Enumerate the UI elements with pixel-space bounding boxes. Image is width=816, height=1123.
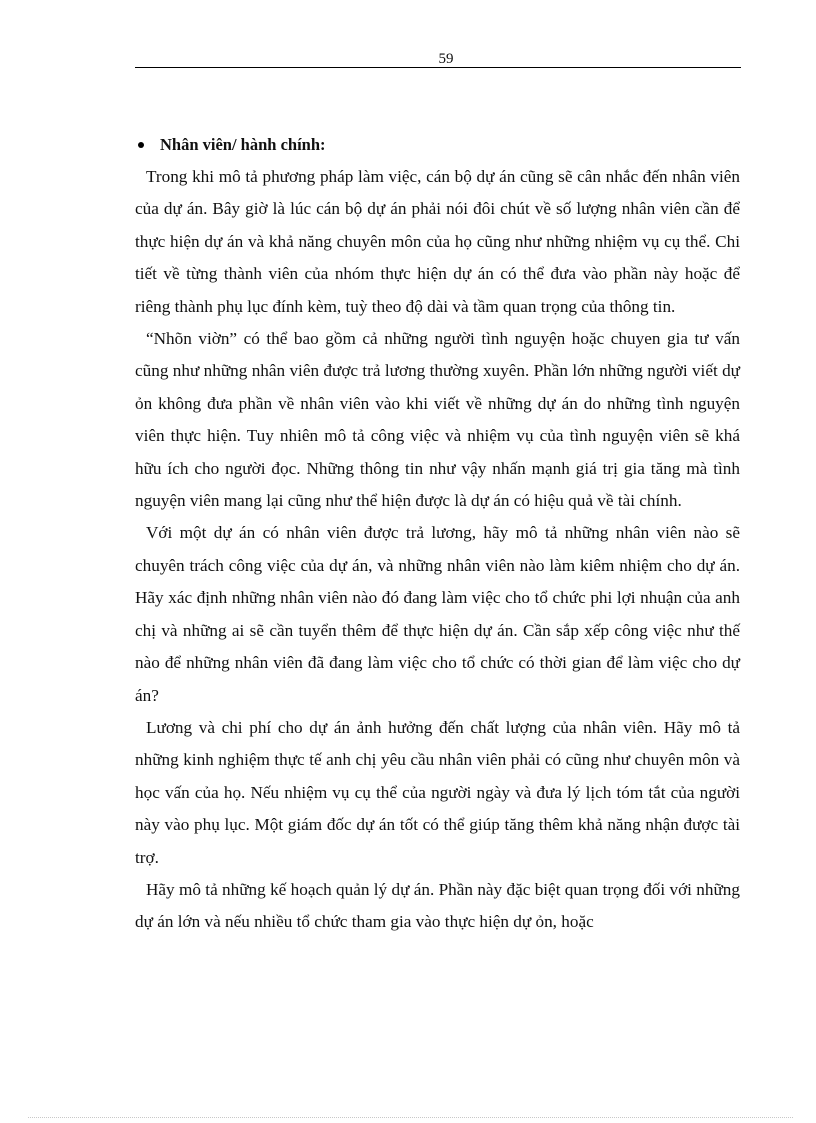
document-body bbox=[135, 131, 740, 939]
section-paragraphs bbox=[135, 161, 740, 939]
page-number: 59 bbox=[438, 51, 454, 67]
header-divider bbox=[135, 67, 741, 68]
page-bottom-border bbox=[28, 1117, 793, 1118]
paragraph: Trong khi mô tả phương pháp làm việc, cán bộ dự án cũng sẽ cân nhắc đến nhân viên của dự án. Bây giờ là lúc cán bộ dự án phải nói đôi chút về số lượng nhân viên cần để thực hiện dự án và khả năng chuyên môn của họ cũng như những nhiệm vụ cụ thể. Chi tiết về từng thành viên của nhóm thực hiện dự án có thể đưa vào phần này hoặc để riêng thành phụ lục đính kèm, tuỳ theo độ dài và tầm quan trọng của thông tin. bbox=[135, 167, 740, 316]
section-heading bbox=[135, 131, 740, 159]
paragraph: Lương và chi phí cho dự án ảnh hưởng đến chất lượng của nhân viên. Hãy mô tả những kinh nghiệm thực tế anh chị yêu cầu nhân viên phải có cũng như chuyên môn và học vấn của họ. Nếu nhiệm vụ cụ thể của người ngày và đưa lý lịch tóm tắt của người này vào phụ lục. Một giám đốc dự án tốt có thể giúp tăng thêm khả năng nhận được tài trợ. bbox=[135, 717, 740, 867]
paragraph: Hãy mô tả những kế hoạch quản lý dự án. Phần này đặc biệt quan trọng đối với những dự án lớn và nếu nhiều tổ chức tham gia vào thực hiện dự ỏn, hoặc bbox=[135, 879, 740, 932]
paragraph: Với một dự án có nhân viên được trả lương, hãy mô tả những nhân viên nào sẽ chuyên trách công việc của dự án, và những nhân viên nào làm kiêm nhiệm cho dự án. Hãy xác định những nhân viên nào đó đang làm việc cho tổ chức phi lợi nhuận của anh chị và những ai sẽ cần tuyển thêm để thực hiện dự án. Cần sắp xếp công việc như thế nào để những nhân viên đã đang làm việc cho tổ chức có thời gian để làm việc cho dự án? bbox=[135, 523, 740, 705]
bullet-icon bbox=[138, 142, 144, 148]
section-heading-text: Nhân viên/ hành chính: bbox=[160, 135, 326, 154]
paragraph: “Nhõn viờn” có thể bao gồm cả những người tình nguyện hoặc chuyen gia tư vấn cũng như những nhân viên được trả lương thường xuyên. Phần lớn những người viết dự ỏn không đưa phần về nhân viên vào khi viết về những dự án do những tình nguyện viên thực hiện. Tuy nhiên mô tả công việc và nhiệm vụ của tình nguyện viên sẽ khá hữu ích cho người đọc. Những thông tin như vậy nhấn mạnh giá trị gia tăng mà tình nguyện viên mang lại cũng như thể hiện được là dự án có hiệu quả về tài chính. bbox=[135, 329, 740, 511]
